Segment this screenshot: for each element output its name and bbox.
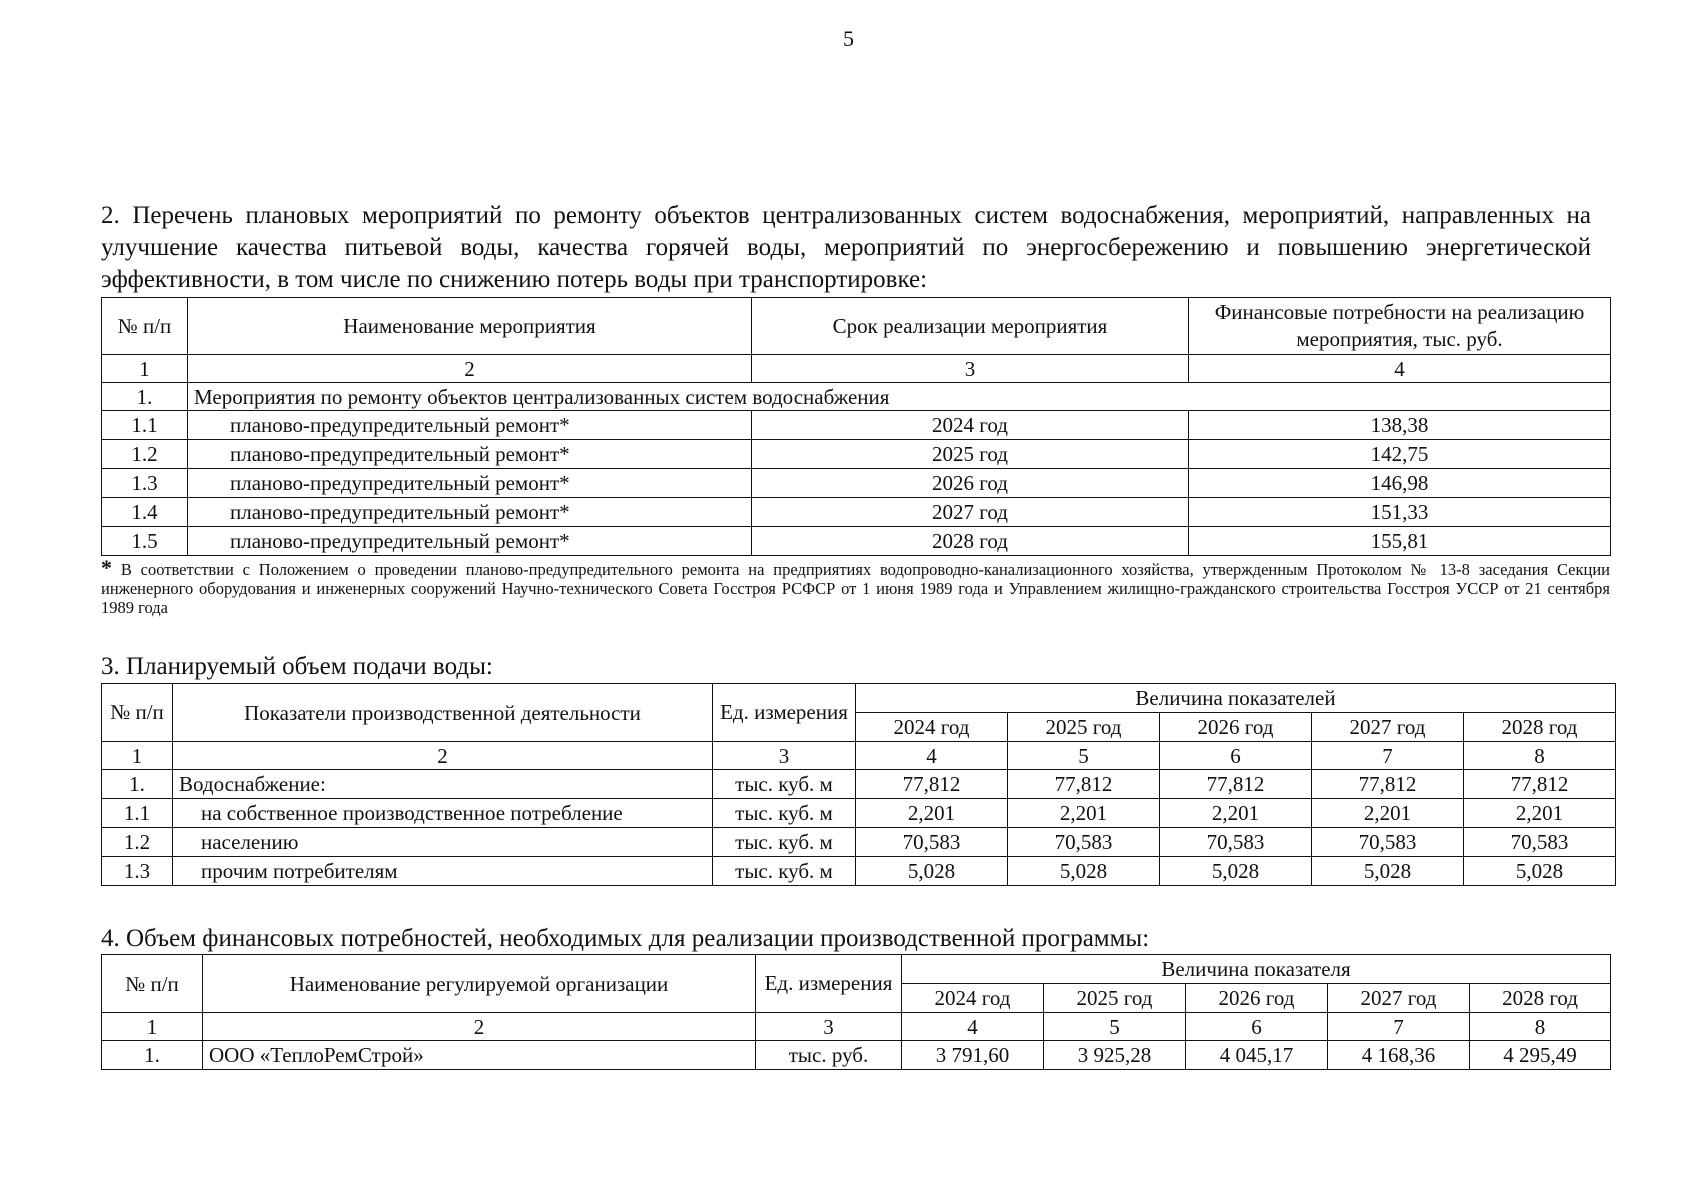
header-row <box>102 955 1611 984</box>
row-value: 5,028 <box>1008 857 1160 886</box>
header-num: № п/п <box>102 955 203 1013</box>
col-number: 2 <box>203 1013 756 1041</box>
year-header: 2026 год <box>1186 984 1328 1013</box>
col-number: 1 <box>102 742 173 770</box>
row-value: 5,028 <box>1160 857 1312 886</box>
row-unit: тыс. куб. м <box>713 828 856 857</box>
col-number: 4 <box>902 1013 1044 1041</box>
header-indicator: Показатели производственной деятельности <box>173 684 713 742</box>
row-term: 2027 год <box>752 498 1189 527</box>
row-value: 5,028 <box>1464 857 1616 886</box>
row-amount: 155,81 <box>1189 527 1611 556</box>
group-row <box>102 383 1611 411</box>
row-value: 2,201 <box>1160 799 1312 828</box>
row-value: 4 045,17 <box>1186 1041 1328 1070</box>
header-num: № п/п <box>102 298 188 355</box>
row-value: 5,028 <box>856 857 1008 886</box>
column-numbers-row <box>102 355 1611 383</box>
col-number: 4 <box>1189 355 1611 383</box>
table-row <box>102 770 1616 799</box>
row-num: 1. <box>102 770 173 799</box>
row-term: 2024 год <box>752 411 1189 440</box>
header-term: Срок реализации мероприятия <box>752 298 1189 355</box>
header-values: Величина показателя <box>902 955 1611 984</box>
group-num: 1. <box>102 383 188 411</box>
col-number: 5 <box>1044 1013 1186 1041</box>
footnote-text: В соответствии с Положением о проведении планово-предупредительного ремонта на предприятиях водопроводно-канализационного хозяйства, утвержденным Протоколом № 13-8 заседания Секции инженерного оборудования и инженерных сооружений Научно-технического Совета Госстроя РСФСР от 1 июня 1989 года и Управлением жилищно-гражданского строительства Госстроя УССР от 21 сентября 1989 года <box>101 560 1611 617</box>
section-2-heading: 2. Перечень плановых мероприятий по ремонту объектов централизованных систем водоснабжения, мероприятий, направленных на улучшение качества питьевой воды, качества горячей воды, мероприятий по энергосбережению и повышению энергетической эффективности, в том числе по снижению потерь воды при транспортировке: <box>101 202 1591 293</box>
column-numbers-row <box>102 1013 1611 1041</box>
footnote <box>101 555 1611 617</box>
table-row <box>102 498 1611 527</box>
col-number: 1 <box>102 355 188 383</box>
col-number: 7 <box>1312 742 1464 770</box>
row-value: 70,583 <box>1008 828 1160 857</box>
col-number: 1 <box>102 1013 203 1041</box>
row-indicator: на собственное производственное потребление <box>173 799 713 828</box>
year-header: 2024 год <box>856 713 1008 742</box>
row-value: 77,812 <box>1464 770 1616 799</box>
col-number: 6 <box>1160 742 1312 770</box>
header-financial-needs: Финансовые потребности на реализацию мероприятия, тыс. руб. <box>1189 298 1611 355</box>
year-header: 2027 год <box>1312 713 1464 742</box>
row-value: 77,812 <box>856 770 1008 799</box>
row-activity: планово-предупредительный ремонт* <box>188 440 752 469</box>
row-term: 2026 год <box>752 469 1189 498</box>
row-num: 1.3 <box>102 469 188 498</box>
page-number: 5 <box>843 26 854 51</box>
year-header: 2025 год <box>1044 984 1186 1013</box>
row-value: 2,201 <box>1464 799 1616 828</box>
year-header: 2024 год <box>902 984 1044 1013</box>
col-number: 7 <box>1328 1013 1470 1041</box>
row-unit: тыс. куб. м <box>713 770 856 799</box>
header-organization: Наименование регулируемой организации <box>203 955 756 1013</box>
row-unit: тыс. куб. м <box>713 857 856 886</box>
row-value: 4 295,49 <box>1470 1041 1611 1070</box>
row-amount: 142,75 <box>1189 440 1611 469</box>
row-unit: тыс. куб. м <box>713 799 856 828</box>
footnote-star: * <box>101 555 112 580</box>
col-number: 3 <box>756 1013 902 1041</box>
col-number: 5 <box>1008 742 1160 770</box>
col-number: 2 <box>173 742 713 770</box>
row-value: 3 925,28 <box>1044 1041 1186 1070</box>
year-header: 2027 год <box>1328 984 1470 1013</box>
row-value: 2,201 <box>1008 799 1160 828</box>
header-row <box>102 684 1616 713</box>
row-num: 1.4 <box>102 498 188 527</box>
table-row <box>102 411 1611 440</box>
table-row <box>102 828 1616 857</box>
column-numbers-row <box>102 742 1616 770</box>
row-num: 1.2 <box>102 828 173 857</box>
row-num: 1.5 <box>102 527 188 556</box>
row-activity: планово-предупредительный ремонт* <box>188 469 752 498</box>
year-header: 2028 год <box>1464 713 1616 742</box>
row-value: 77,812 <box>1008 770 1160 799</box>
col-number: 6 <box>1186 1013 1328 1041</box>
row-activity: планово-предупредительный ремонт* <box>188 527 752 556</box>
row-value: 70,583 <box>1464 828 1616 857</box>
table-row <box>102 799 1616 828</box>
table-row <box>102 440 1611 469</box>
table-row <box>102 469 1611 498</box>
table-row <box>102 527 1611 556</box>
section-3-heading: 3. Планируемый объем подачи воды: <box>101 653 493 680</box>
row-indicator: прочим потребителям <box>173 857 713 886</box>
row-amount: 146,98 <box>1189 469 1611 498</box>
row-value: 5,028 <box>1312 857 1464 886</box>
row-value: 3 791,60 <box>902 1041 1044 1070</box>
header-activity-name: Наименование мероприятия <box>188 298 752 355</box>
row-value: 2,201 <box>1312 799 1464 828</box>
row-num: 1.1 <box>102 799 173 828</box>
row-amount: 138,38 <box>1189 411 1611 440</box>
row-value: 77,812 <box>1312 770 1464 799</box>
row-indicator: населению <box>173 828 713 857</box>
row-activity: планово-предупредительный ремонт* <box>188 411 752 440</box>
row-value: 77,812 <box>1160 770 1312 799</box>
header-values: Величина показателей <box>856 684 1616 713</box>
row-amount: 151,33 <box>1189 498 1611 527</box>
col-number: 8 <box>1464 742 1616 770</box>
row-num: 1.2 <box>102 440 188 469</box>
header-unit: Ед. измерения <box>713 684 856 742</box>
section-4-heading: 4. Объем финансовых потребностей, необходимых для реализации производственной программы: <box>101 925 1150 952</box>
row-num: 1. <box>102 1041 203 1070</box>
table-row <box>102 1041 1611 1070</box>
col-number: 3 <box>752 355 1189 383</box>
row-term: 2028 год <box>752 527 1189 556</box>
row-value: 70,583 <box>856 828 1008 857</box>
row-indicator: Водоснабжение: <box>173 770 713 799</box>
header-unit: Ед. измерения <box>756 955 902 1013</box>
col-number: 3 <box>713 742 856 770</box>
row-num: 1.1 <box>102 411 188 440</box>
water-supply-volume-table <box>101 683 1616 886</box>
row-value: 2,201 <box>856 799 1008 828</box>
row-term: 2025 год <box>752 440 1189 469</box>
col-number: 4 <box>856 742 1008 770</box>
row-value: 4 168,36 <box>1328 1041 1470 1070</box>
row-activity: планово-предупредительный ремонт* <box>188 498 752 527</box>
row-value: 70,583 <box>1312 828 1464 857</box>
row-organization: ООО «ТеплоРемСтрой» <box>203 1041 756 1070</box>
col-number: 2 <box>188 355 752 383</box>
col-number: 8 <box>1470 1013 1611 1041</box>
year-header: 2026 год <box>1160 713 1312 742</box>
header-row <box>102 298 1611 355</box>
row-num: 1.3 <box>102 857 173 886</box>
table-row <box>102 857 1616 886</box>
year-header: 2028 год <box>1470 984 1611 1013</box>
financial-needs-table <box>101 954 1611 1070</box>
row-value: 70,583 <box>1160 828 1312 857</box>
year-header: 2025 год <box>1008 713 1160 742</box>
header-num: № п/п <box>102 684 173 742</box>
group-title: Мероприятия по ремонту объектов централизованных систем водоснабжения <box>188 383 1611 411</box>
planned-activities-table <box>101 297 1611 556</box>
row-unit: тыс. руб. <box>756 1041 902 1070</box>
